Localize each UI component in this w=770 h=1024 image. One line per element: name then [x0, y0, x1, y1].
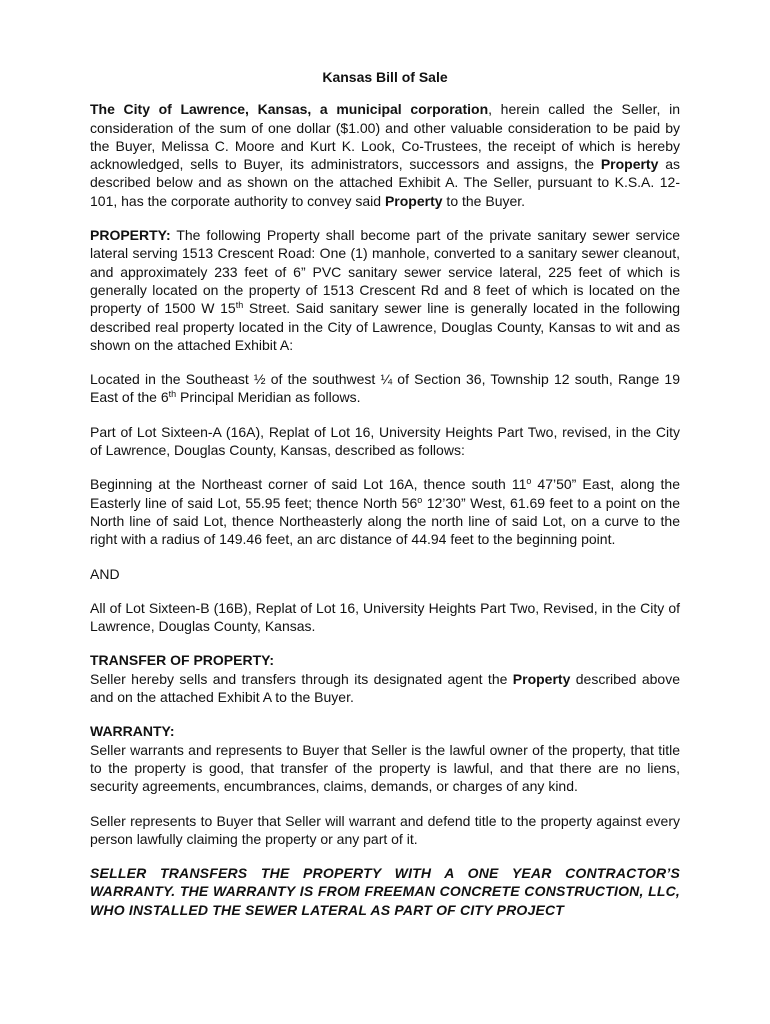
transfer-heading: TRANSFER OF PROPERTY: — [90, 652, 275, 669]
warranty-heading: WARRANTY: — [90, 723, 175, 740]
location-sup: th — [168, 389, 177, 400]
beginning-text-1: Beginning at the Northeast corner of said Lot 16A, thence south 11 — [90, 476, 527, 493]
property-text-2: Street. Said sanitary sewer line is generally located in the following described real property located in the City of Lawrence, Douglas County, Kansas to wit and as shown on the attached Exhibit A: — [90, 300, 680, 353]
lot-16b-paragraph: All of Lot Sixteen-B (16B), Replat of Lot 16, University Heights Part Two, Revised, in the City of Lawrence, Douglas County, Kansas. — [90, 599, 680, 635]
property-text-1: The following Property shall become part of the private sanitary sewer service lateral serving 1513 Crescent Road: One (1) manhole, converted to a sanitary sewer cleanout, and approximately 233 feet of 6” PVC sanitary sewer service lateral, 225 feet of which is generally located on the property of 1513 Crescent Rd and 8 feet of which is located on the property of 1500 W 15 — [90, 227, 680, 317]
beginning-text-3: 12’30” West, 61.69 feet to a point on the North line of said Lot, thence Northeasterly along the north line of said Lot, on a curve to the right with a radius of 149.46 feet, an arc distance of 44.94 feet to the beginning point. — [90, 494, 680, 548]
warranty-section — [90, 722, 680, 795]
intro-text-1: , herein called the Seller, in consideration of the sum of one dollar ($1.00) and other valuable consideration to be paid by the Buyer, Melissa C. Moore and Kurt K. Look, Co-Trustees, the receipt of which is hereby acknowledged, sells to Buyer, its administrators, successors and assigns, the — [90, 101, 680, 173]
transfer-property: Property — [512, 670, 571, 687]
transfer-section — [90, 651, 680, 706]
property-sup: th — [235, 300, 244, 311]
degree-sup-1: o — [526, 476, 532, 487]
document-page — [90, 68, 680, 935]
transfer-text-2: described above and on the attached Exhibit A to the Buyer. — [90, 670, 680, 706]
document-title: Kansas Bill of Sale — [322, 69, 448, 85]
degree-sup-2: o — [417, 494, 423, 505]
beginning-text-2: 47’50” East, along the Easterly line of said Lot, 55.95 feet; thence North 56 — [90, 476, 680, 511]
location-text-1: Located in the Southeast ½ of the southwest ¼ of Section 36, Township 12 south, Range 19 East of the 6 — [90, 371, 680, 406]
transfer-paragraph — [90, 670, 680, 707]
location-text-2: Principal Meridian as follows. — [176, 389, 361, 406]
location-paragraph — [90, 370, 680, 407]
defend-paragraph: Seller represents to Buyer that Seller will warrant and defend title to the property against every person lawfully claiming the property or any part of it. — [90, 812, 680, 847]
transfer-text-1: Seller hereby sells and transfers through its designated agent the — [90, 670, 513, 687]
lot-16a-paragraph: Part of Lot Sixteen-A (16A), Replat of Lot 16, University Heights Part Two, revised, in the City of Lawrence, Douglas County, Kansas, described as follows: — [90, 423, 680, 459]
property-label: PROPERTY: — [90, 227, 171, 244]
and-separator: AND — [90, 565, 120, 582]
intro-text-2: as described below and as shown on the attached Exhibit A. The Seller, pursuant to K.S.A. 12-101, has the corporate authority to convey said — [90, 156, 680, 209]
property-paragraph — [90, 226, 680, 354]
intro-property-1: Property — [600, 156, 659, 173]
seller-name: The City of Lawrence, Kansas, a municipal corporation — [90, 101, 489, 118]
beginning-paragraph — [90, 475, 680, 548]
contractor-warranty-paragraph: SELLER TRANSFERS THE PROPERTY WITH A ONE YEAR CONTRACTOR’S WARRANTY. THE WARRANTY IS FROM FREEMAN CONCRETE CONSTRUCTION, LLC, WHO INSTALLED THE SEWER LATERAL AS PART OF CITY PROJECT — [90, 865, 680, 918]
warranty-paragraph: Seller warrants and represents to Buyer that Seller is the lawful owner of the property, that title to the property is good, that transfer of the property is lawful, and that there are no liens, security agreements, encumbrances, claims, demands, or charges of any kind. — [90, 741, 680, 795]
intro-property-2: Property — [384, 192, 443, 209]
intro-paragraph — [90, 100, 680, 210]
intro-text-3: to the Buyer. — [442, 192, 526, 209]
